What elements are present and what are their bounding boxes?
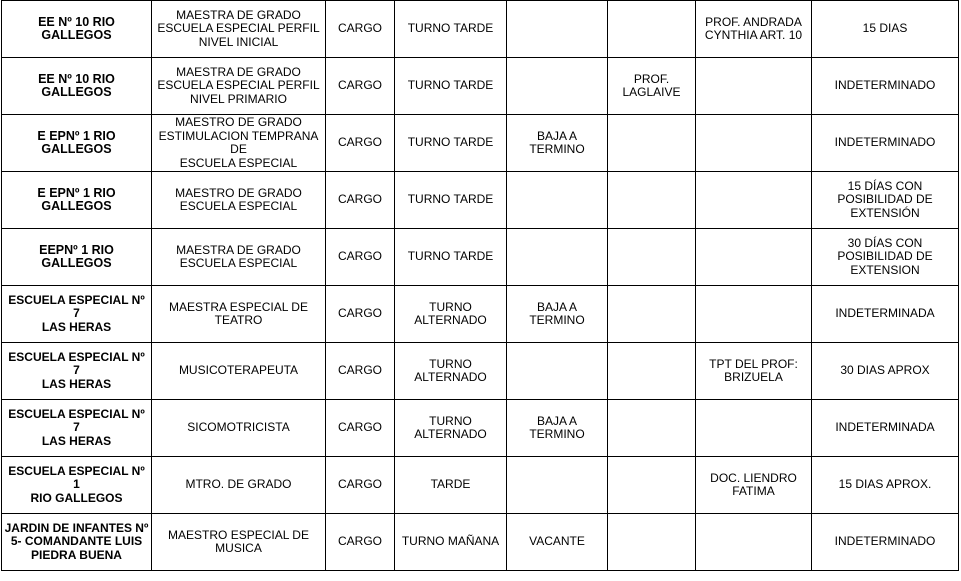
replaces-cell: DOC. LIENDRO FATIMA	[696, 457, 812, 514]
reason-cell: BAJA A TERMINO	[507, 115, 608, 172]
shift-cell: TURNO ALTERNADO	[395, 343, 507, 400]
type-cell: CARGO	[326, 457, 395, 514]
shift-cell: TURNO TARDE	[395, 1, 507, 58]
replaces-cell	[696, 172, 812, 229]
reason-cell	[507, 1, 608, 58]
school-cell: E EPNº 1 RIO GALLEGOS	[2, 172, 152, 229]
school-cell: E EPNº 1 RIO GALLEGOS	[2, 115, 152, 172]
school-cell: ESCUELA ESPECIAL Nº 1 RIO GALLEGOS	[2, 457, 152, 514]
previous-holder-cell: PROF. LAGLAIVE	[608, 58, 696, 115]
position-cell: MAESTRA DE GRADO ESCUELA ESPECIAL	[152, 229, 326, 286]
replaces-cell	[696, 514, 812, 571]
previous-holder-cell	[608, 514, 696, 571]
type-cell: CARGO	[326, 58, 395, 115]
table-row	[2, 229, 959, 286]
table-body	[2, 1, 959, 571]
table-row	[2, 115, 959, 172]
reason-cell	[507, 172, 608, 229]
shift-cell: TURNO MAÑANA	[395, 514, 507, 571]
duration-cell: 15 DÍAS CON POSIBILIDAD DE EXTENSIÓN	[812, 172, 959, 229]
school-cell: EE Nº 10 RIO GALLEGOS	[2, 58, 152, 115]
reason-cell: VACANTE	[507, 514, 608, 571]
position-cell: MTRO. DE GRADO	[152, 457, 326, 514]
table-row	[2, 514, 959, 571]
table-row	[2, 172, 959, 229]
type-cell: CARGO	[326, 286, 395, 343]
position-cell: MAESTRO ESPECIAL DE MUSICA	[152, 514, 326, 571]
duration-cell: 15 DIAS APROX.	[812, 457, 959, 514]
previous-holder-cell	[608, 286, 696, 343]
table-row	[2, 400, 959, 457]
school-cell: ESCUELA ESPECIAL Nº 7 LAS HERAS	[2, 286, 152, 343]
school-cell: ESCUELA ESPECIAL Nº 7 LAS HERAS	[2, 400, 152, 457]
duration-cell: INDETERMINADA	[812, 286, 959, 343]
type-cell: CARGO	[326, 172, 395, 229]
position-cell: SICOMOTRICISTA	[152, 400, 326, 457]
school-cell: EE Nº 10 RIO GALLEGOS	[2, 1, 152, 58]
replaces-cell	[696, 286, 812, 343]
previous-holder-cell	[608, 172, 696, 229]
school-cell: ESCUELA ESPECIAL Nº 7 LAS HERAS	[2, 343, 152, 400]
position-cell: MAESTRO DE GRADO ESTIMULACION TEMPRANA DE ESCUELA ESPECIAL	[152, 115, 326, 172]
position-cell: MAESTRA ESPECIAL DE TEATRO	[152, 286, 326, 343]
position-cell: MUSICOTERAPEUTA	[152, 343, 326, 400]
duration-cell: 30 DÍAS CON POSIBILIDAD DE EXTENSION	[812, 229, 959, 286]
table-row	[2, 343, 959, 400]
vacancies-table	[1, 0, 959, 571]
type-cell: CARGO	[326, 229, 395, 286]
table-row	[2, 457, 959, 514]
previous-holder-cell	[608, 343, 696, 400]
table-row	[2, 286, 959, 343]
replaces-cell	[696, 58, 812, 115]
reason-cell: BAJA A TERMINO	[507, 400, 608, 457]
previous-holder-cell	[608, 457, 696, 514]
school-cell: JARDIN DE INFANTES Nº 5- COMANDANTE LUIS PIEDRA BUENA	[2, 514, 152, 571]
replaces-cell	[696, 229, 812, 286]
shift-cell: TURNO TARDE	[395, 172, 507, 229]
duration-cell: 15 DIAS	[812, 1, 959, 58]
type-cell: CARGO	[326, 343, 395, 400]
duration-cell: INDETERMINADO	[812, 514, 959, 571]
shift-cell: TURNO TARDE	[395, 58, 507, 115]
previous-holder-cell	[608, 115, 696, 172]
reason-cell	[507, 229, 608, 286]
position-cell: MAESTRO DE GRADO ESCUELA ESPECIAL	[152, 172, 326, 229]
duration-cell: 30 DIAS APROX	[812, 343, 959, 400]
replaces-cell: PROF. ANDRADA CYNTHIA ART. 10	[696, 1, 812, 58]
shift-cell: TARDE	[395, 457, 507, 514]
type-cell: CARGO	[326, 514, 395, 571]
reason-cell	[507, 58, 608, 115]
reason-cell	[507, 343, 608, 400]
previous-holder-cell	[608, 1, 696, 58]
table-row	[2, 1, 959, 58]
shift-cell: TURNO TARDE	[395, 115, 507, 172]
replaces-cell	[696, 400, 812, 457]
shift-cell: TURNO ALTERNADO	[395, 286, 507, 343]
shift-cell: TURNO ALTERNADO	[395, 400, 507, 457]
school-cell: EEPNº 1 RIO GALLEGOS	[2, 229, 152, 286]
reason-cell: BAJA A TERMINO	[507, 286, 608, 343]
shift-cell: TURNO TARDE	[395, 229, 507, 286]
type-cell: CARGO	[326, 1, 395, 58]
type-cell: CARGO	[326, 400, 395, 457]
position-cell: MAESTRA DE GRADO ESCUELA ESPECIAL PERFIL NIVEL PRIMARIO	[152, 58, 326, 115]
position-cell: MAESTRA DE GRADO ESCUELA ESPECIAL PERFIL NIVEL INICIAL	[152, 1, 326, 58]
duration-cell: INDETERMINADA	[812, 400, 959, 457]
previous-holder-cell	[608, 400, 696, 457]
duration-cell: INDETERMINADO	[812, 58, 959, 115]
type-cell: CARGO	[326, 115, 395, 172]
replaces-cell: TPT DEL PROF: BRIZUELA	[696, 343, 812, 400]
duration-cell: INDETERMINADO	[812, 115, 959, 172]
reason-cell	[507, 457, 608, 514]
replaces-cell	[696, 115, 812, 172]
previous-holder-cell	[608, 229, 696, 286]
table-row	[2, 58, 959, 115]
